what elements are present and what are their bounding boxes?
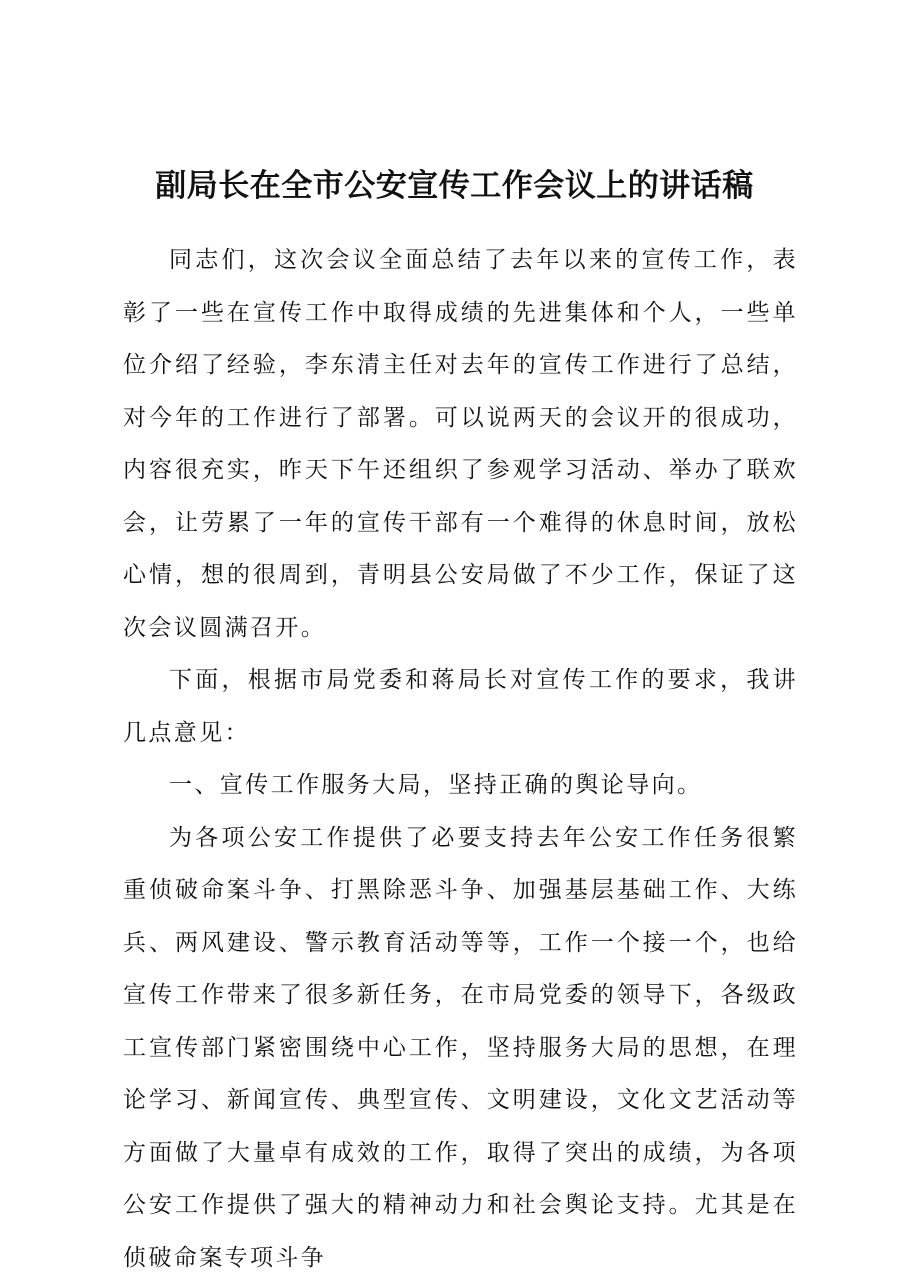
document-body: [123, 234, 798, 1284]
paragraph-opening: 同志们，这次会议全面总结了去年以来的宣传工作，表彰了一些在宣传工作中取得成绩的先进集体和个人，一些单位介绍了经验，李东清主任对去年的宣传工作进行了总结，对今年的工作进行了部署。可以说两天的会议开的很成功，内容很充实，昨天下午还组织了参观学习活动、举办了联欢会，让劳累了一年的宣传干部有一个难得的休息时间，放松心情，想的很周到，青明县公安局做了不少工作，保证了这次会议圆满召开。: [123, 247, 798, 641]
paragraph-section-1: 为各项公安工作提供了必要支持去年公安工作任务很繁重侦破命案斗争、打黑除恶斗争、加强基层基础工作、大练兵、两风建设、警示教育活动等等，工作一个接一个，也给宣传工作带来了很多新任务，在市局党委的领导下，各级政工宣传部门紧密围绕中心工作，坚持服务大局的思想，在理论学习、新闻宣传、典型宣传、文明建设，文化文艺活动等方面做了大量卓有成效的工作，取得了突出的成绩，为各项公安工作提供了强大的精神动力和社会舆论支持。尤其是在侦破命案专项斗争: [123, 824, 798, 1271]
paragraph-intro: 下面，根据市局党委和蒋局长对宣传工作的要求，我讲几点意见：: [123, 667, 798, 746]
document-title: 副局长在全市公安宣传工作会议上的讲话稿: [155, 168, 754, 204]
section-heading-1: 一、宣传工作服务大局，坚持正确的舆论导向。: [169, 772, 703, 798]
